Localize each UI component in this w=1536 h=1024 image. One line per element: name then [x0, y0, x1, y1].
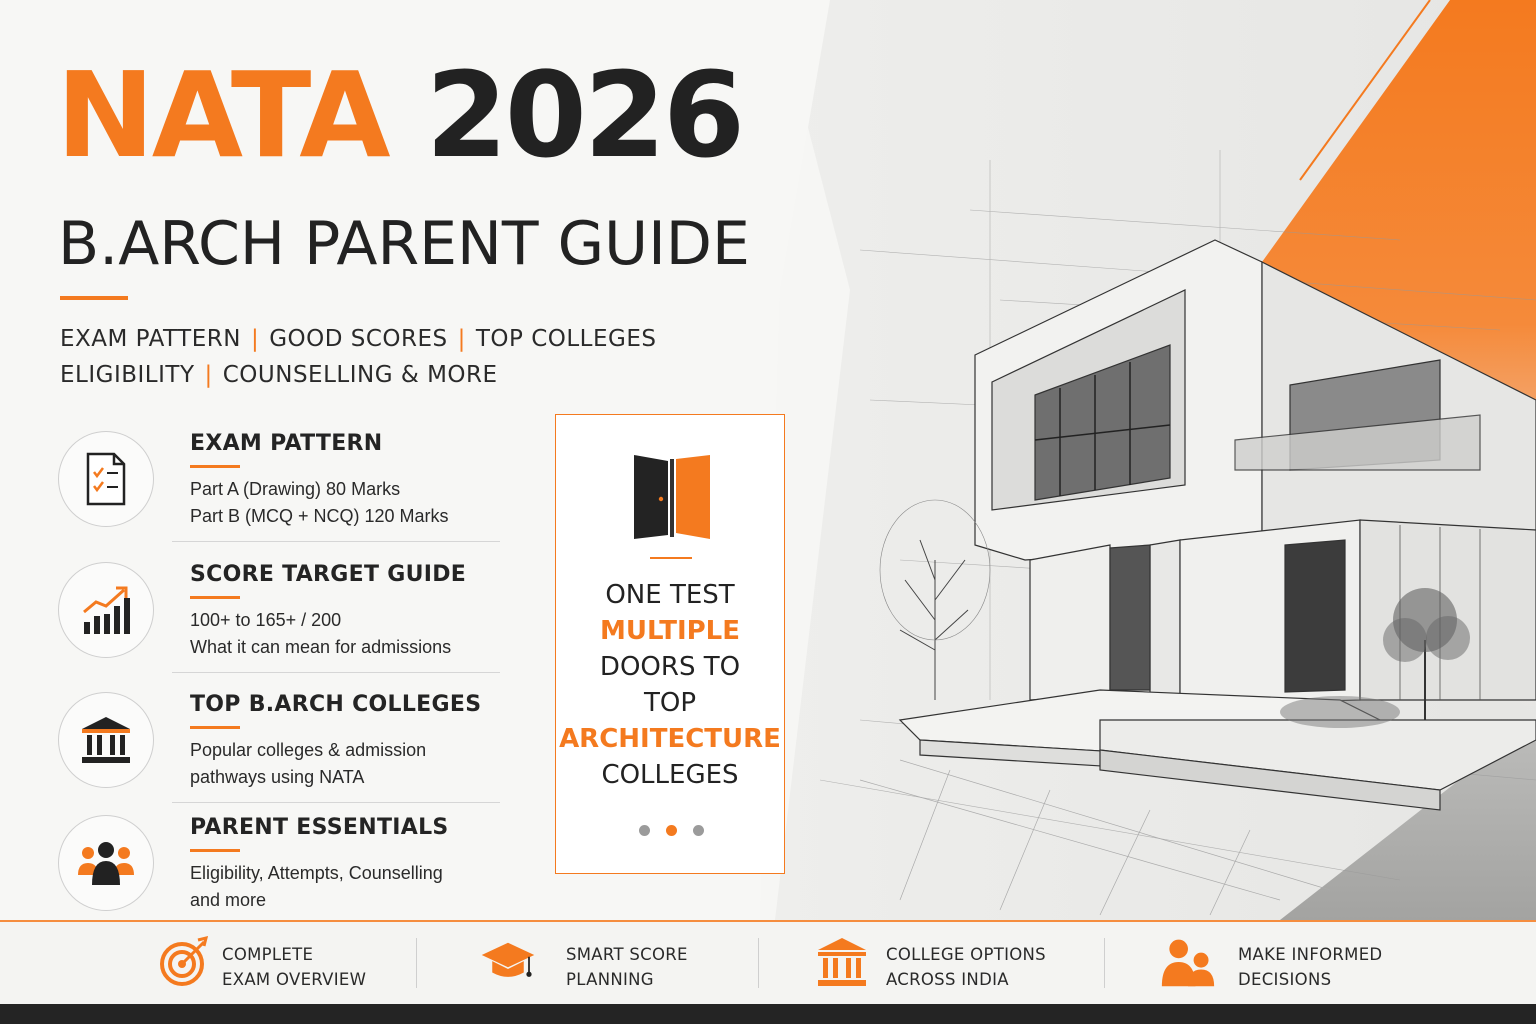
- bottom-item-text: [1238, 942, 1382, 992]
- feature-detail: and more: [190, 890, 267, 910]
- institution-icon: [814, 934, 870, 990]
- bottom-separator: [758, 938, 759, 988]
- feature-detail: 100+ to 165+ / 200: [190, 610, 342, 630]
- feature-accent-bar: [190, 465, 240, 468]
- feature-accent-bar: [190, 596, 240, 599]
- open-door-icon: [634, 455, 710, 539]
- bottom-item-line: DECISIONS: [1238, 970, 1332, 989]
- card-line: TOP: [643, 688, 697, 718]
- feature-detail: pathways using NATA: [190, 767, 365, 787]
- feature-icon-circle: [58, 431, 154, 527]
- feature-divider: [172, 672, 500, 673]
- main-headline: [56, 40, 742, 190]
- feature-title: EXAM PATTERN: [190, 431, 383, 456]
- tagline-separator: |: [250, 326, 260, 352]
- feature-accent-bar: [190, 849, 240, 852]
- card-accent-bar: [650, 557, 692, 559]
- feature-title: SCORE TARGET GUIDE: [190, 562, 467, 587]
- feature-divider: [172, 541, 500, 542]
- bottom-item-line: PLANNING: [566, 970, 654, 989]
- highlight-card: [555, 414, 785, 874]
- bottom-item-line: COLLEGE OPTIONS: [886, 945, 1046, 964]
- card-line-highlight: MULTIPLE: [599, 616, 741, 646]
- feature-exam-pattern: [58, 431, 500, 551]
- bottom-item-text: [222, 942, 366, 992]
- feature-title: TOP B.ARCH COLLEGES: [190, 692, 482, 717]
- card-line-highlight: ARCHITECTURE: [559, 724, 781, 754]
- tagline-separator: |: [457, 326, 466, 352]
- card-line: DOORS TO: [599, 652, 741, 682]
- feature-icon-circle: [58, 815, 154, 911]
- feature-top-colleges: [58, 692, 500, 812]
- bottom-item-line: COMPLETE: [222, 945, 314, 964]
- tagline-row-2: [60, 362, 700, 388]
- feature-icon-circle: [58, 562, 154, 658]
- headline-year: 2026: [425, 46, 743, 184]
- bottom-item-line: ACROSS INDIA: [886, 970, 1009, 989]
- footer-bar: [0, 1004, 1536, 1024]
- checklist-icon: [82, 452, 130, 506]
- feature-score-target: [58, 562, 500, 682]
- tagline-item: EXAM PATTERN: [60, 326, 241, 352]
- feature-accent-bar: [190, 726, 240, 729]
- tagline-row-1: [60, 326, 700, 352]
- title-underline: [60, 296, 128, 300]
- feature-detail: Popular colleges & admission: [190, 740, 427, 760]
- graduation-cap-icon: [480, 934, 536, 990]
- feature-detail: Part A (Drawing) 80 Marks: [190, 479, 401, 499]
- tagline-item: COUNSELLING & MORE: [222, 362, 498, 388]
- tagline-separator: |: [204, 362, 213, 388]
- people-group-icon: [77, 839, 135, 887]
- tagline-item: ELIGIBILITY: [60, 362, 195, 388]
- institution-icon: [80, 715, 132, 765]
- bottom-item-line: EXAM OVERVIEW: [222, 970, 367, 989]
- feature-icon-circle: [58, 692, 154, 788]
- target-icon: [158, 934, 214, 990]
- growth-chart-icon: [80, 584, 132, 636]
- bottom-separator: [1104, 938, 1105, 988]
- headline-nata: NATA: [56, 46, 388, 184]
- bottom-item-line: MAKE INFORMED: [1238, 945, 1383, 964]
- card-line: ONE TEST: [605, 580, 735, 610]
- feature-parent-essentials: [58, 815, 500, 935]
- bottom-item-text: [566, 942, 688, 992]
- carousel-dots: [636, 825, 706, 839]
- feature-title: PARENT ESSENTIALS: [190, 815, 449, 840]
- feature-detail: Part B (MCQ + NCQ) 120 Marks: [190, 506, 449, 526]
- carousel-dot[interactable]: [693, 825, 704, 836]
- bottom-separator: [416, 938, 417, 988]
- feature-detail: What it can mean for admissions: [190, 637, 452, 657]
- carousel-dot[interactable]: [639, 825, 650, 836]
- tagline-item: TOP COLLEGES: [475, 326, 657, 352]
- feature-divider: [172, 802, 500, 803]
- page-subtitle: B.ARCH PARENT GUIDE: [58, 209, 750, 279]
- feature-detail: Eligibility, Attempts, Counselling: [190, 863, 443, 883]
- tagline-item: GOOD SCORES: [269, 326, 448, 352]
- carousel-dot-active[interactable]: [666, 825, 677, 836]
- people-icon: [1160, 934, 1216, 990]
- bottom-item-line: SMART SCORE: [566, 945, 688, 964]
- bottom-item-text: [886, 942, 1046, 992]
- card-line: COLLEGES: [601, 760, 739, 790]
